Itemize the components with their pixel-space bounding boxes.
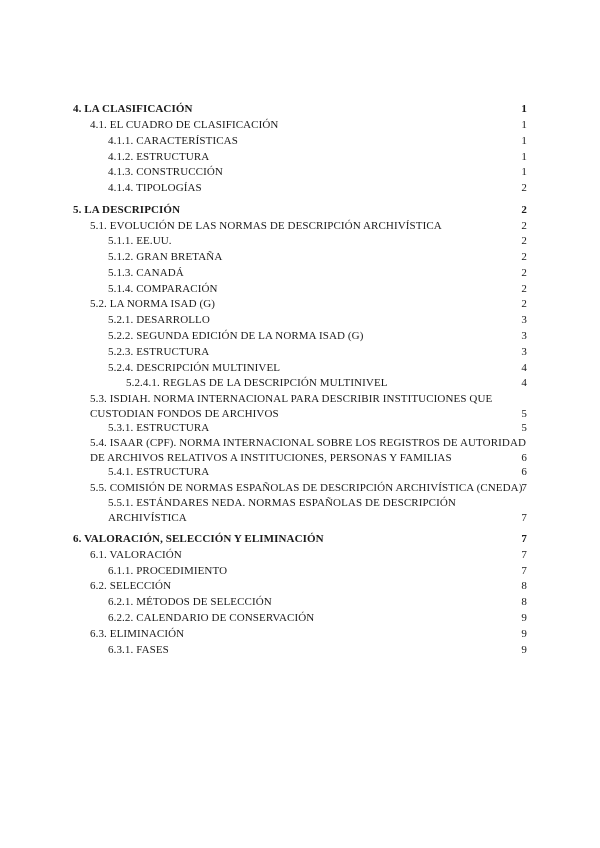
toc-entry-title: 5.2.4. DESCRIPCIÓN MULTINIVEL — [108, 362, 281, 374]
toc-page-number: 7 — [521, 549, 527, 561]
toc-page-number: 2 — [521, 251, 527, 263]
toc-entry[interactable] — [0, 392, 600, 422]
toc-page-number: 6 — [521, 452, 527, 464]
toc-entry[interactable] — [0, 134, 600, 148]
toc-page-number: 3 — [521, 346, 527, 358]
toc-entry-title: 5. LA DESCRIPCIÓN — [73, 204, 181, 216]
toc-entry[interactable] — [0, 219, 600, 233]
toc-page-number: 7 — [521, 533, 527, 545]
toc-entry[interactable] — [0, 150, 600, 164]
toc-entry-title: 5.2. LA NORMA ISAD (G) — [90, 298, 216, 310]
toc-entry-title: 5.2.1. DESARROLLO — [108, 314, 210, 326]
toc-page-number: 2 — [521, 182, 527, 194]
toc-page-number: 8 — [521, 580, 527, 592]
toc-entry-title: 4. LA CLASIFICACIÓN — [73, 103, 193, 115]
toc-page-number: 1 — [521, 135, 527, 147]
toc-entry[interactable] — [0, 345, 600, 359]
toc-page-number: 4 — [521, 362, 527, 374]
toc-entry-title: 5.1.1. EE.UU. — [108, 235, 172, 247]
toc-entry-title: 5.4. ISAAR (CPF). NORMA INTERNACIONAL SOBRE LOS REGISTROS DE AUTORIDAD — [90, 437, 527, 449]
toc-entry[interactable] — [0, 234, 600, 248]
toc-section-heading[interactable] — [0, 532, 600, 546]
toc-entry[interactable] — [0, 282, 600, 296]
toc-entry[interactable] — [0, 361, 600, 375]
toc-entry-title: 5.5.1. ESTÁNDARES NEDA. NORMAS ESPAÑOLAS DE DESCRIPCIÓN — [108, 497, 456, 509]
toc-entry[interactable] — [0, 595, 600, 609]
toc-entry-title: 5.3. ISDIAH. NORMA INTERNACIONAL PARA DESCRIBIR INSTITUCIONES QUE — [90, 393, 493, 405]
toc-entry-title: 5.2.3. ESTRUCTURA — [108, 346, 210, 358]
toc-entry[interactable] — [0, 297, 600, 311]
toc-page-number: 9 — [521, 628, 527, 640]
toc-entry-title: 5.3.1. ESTRUCTURA — [108, 422, 210, 434]
toc-entry-title: 6. VALORACIÓN, SELECCIÓN Y ELIMINACIÓN — [73, 533, 324, 545]
toc-entry[interactable] — [0, 627, 600, 641]
toc-entry-title: 4.1.4. TIPOLOGÍAS — [108, 182, 202, 194]
toc-entry-title: 5.1.4. COMPARACIÓN — [108, 283, 218, 295]
toc-entry[interactable] — [0, 496, 600, 526]
toc-entry[interactable] — [0, 266, 600, 280]
toc-page-number: 8 — [521, 596, 527, 608]
toc-entry[interactable] — [0, 313, 600, 327]
toc-page-number: 1 — [521, 166, 527, 178]
toc-entry-title: 6.2. SELECCIÓN — [90, 580, 172, 592]
toc-entry[interactable] — [0, 643, 600, 657]
toc-entry-title: 6.2.2. CALENDARIO DE CONSERVACIÓN — [108, 612, 315, 624]
toc-entry-title-continuation: CUSTODIAN FONDOS DE ARCHIVOS — [90, 408, 279, 420]
toc-entry[interactable] — [0, 436, 600, 466]
toc-section-heading[interactable] — [0, 203, 600, 217]
toc-page-number: 2 — [521, 298, 527, 310]
toc-entry[interactable] — [0, 250, 600, 264]
toc-entry-title: 5.1.2. GRAN BRETAÑA — [108, 251, 223, 263]
toc-entry-title: 5.1.3. CANADÁ — [108, 267, 184, 279]
toc-entry[interactable] — [0, 421, 600, 435]
toc-page-number: 9 — [521, 612, 527, 624]
toc-entry-title: 5.2.4.1. REGLAS DE LA DESCRIPCIÓN MULTINIVEL — [126, 377, 388, 389]
toc-page-number: 1 — [521, 119, 527, 131]
toc-page-number: 7 — [521, 512, 527, 524]
toc-entry-title-continuation: DE ARCHIVOS RELATIVOS A INSTITUCIONES, PERSONAS Y FAMILIAS — [90, 452, 452, 464]
toc-entry[interactable] — [0, 165, 600, 179]
toc-entry-title: 6.2.1. MÉTODOS DE SELECCIÓN — [108, 596, 272, 608]
toc-entry[interactable] — [0, 376, 600, 390]
toc-page-number: 2 — [521, 220, 527, 232]
toc-entry[interactable] — [0, 564, 600, 578]
toc-entry-title: 6.1.1. PROCEDIMIENTO — [108, 565, 228, 577]
toc-entry[interactable] — [0, 548, 600, 562]
toc-entry-title: 5.4.1. ESTRUCTURA — [108, 466, 210, 478]
toc-entry-title: 4.1.3. CONSTRUCCIÓN — [108, 166, 223, 178]
toc-page-number: 4 — [521, 377, 527, 389]
toc-page-number: 7 — [521, 565, 527, 577]
toc-entry[interactable] — [0, 481, 600, 495]
toc-entry-title: 5.2.2. SEGUNDA EDICIÓN DE LA NORMA ISAD (G) — [108, 330, 364, 342]
toc-page-number: 3 — [521, 314, 527, 326]
toc-page-number: 2 — [521, 235, 527, 247]
toc-entry[interactable] — [0, 118, 600, 132]
toc-entry-title: 5.5. COMISIÓN DE NORMAS ESPAÑOLAS DE DESCRIPCIÓN ARCHIVÍSTICA (CNEDA) — [90, 482, 523, 494]
toc-page-number: 5 — [521, 408, 527, 420]
toc-entry-title: 4.1.1. CARACTERÍSTICAS — [108, 135, 238, 147]
toc-entry-title: 4.1.2. ESTRUCTURA — [108, 151, 210, 163]
toc-page-number: 5 — [521, 422, 527, 434]
toc-page-number: 9 — [521, 644, 527, 656]
toc-page-number: 2 — [521, 204, 527, 216]
toc-page-number: 1 — [521, 103, 527, 115]
toc-entry[interactable] — [0, 579, 600, 593]
toc-page-number: 7 — [521, 482, 527, 494]
toc-page-number: 1 — [521, 151, 527, 163]
toc-page-number: 6 — [521, 466, 527, 478]
toc-entry-title: 6.3.1. FASES — [108, 644, 169, 656]
toc-entry-title: 5.1. EVOLUCIÓN DE LAS NORMAS DE DESCRIPCIÓN ARCHIVÍSTICA — [90, 220, 442, 232]
toc-entry-title-continuation: ARCHIVÍSTICA — [108, 512, 187, 524]
toc-page-number: 2 — [521, 267, 527, 279]
toc-entry[interactable] — [0, 181, 600, 195]
toc-page-number: 3 — [521, 330, 527, 342]
toc-entry-title: 4.1. EL CUADRO DE CLASIFICACIÓN — [90, 119, 279, 131]
toc-entry[interactable] — [0, 465, 600, 479]
toc-entry[interactable] — [0, 611, 600, 625]
toc-entry[interactable] — [0, 329, 600, 343]
toc-page-number: 2 — [521, 283, 527, 295]
toc-section-heading[interactable] — [0, 102, 600, 116]
toc-entry-title: 6.3. ELIMINACIÓN — [90, 628, 185, 640]
toc-entry-title: 6.1. VALORACIÓN — [90, 549, 182, 561]
